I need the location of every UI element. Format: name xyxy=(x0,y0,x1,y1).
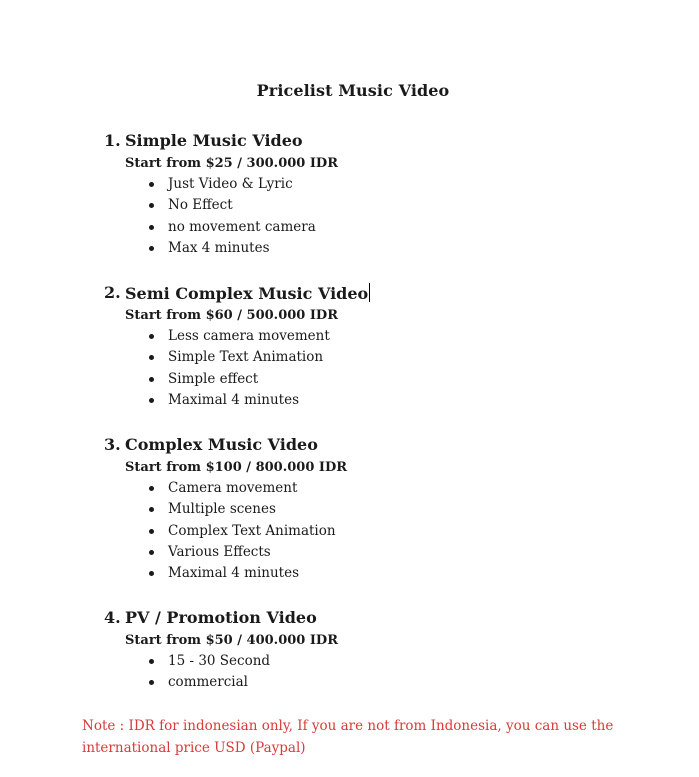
list-item xyxy=(104,521,624,542)
section-number: 1. xyxy=(104,131,121,150)
note-text: Note : IDR for indonesian only, If you are not from Indonesia, you can use the international price USD (Paypal) xyxy=(82,718,614,756)
section-title: Complex Music Video xyxy=(125,435,318,454)
list-item xyxy=(104,217,624,238)
section-number: 2. xyxy=(104,283,121,302)
pricelist-section-semi-complex xyxy=(104,283,624,411)
section-price: Start from $25 / 300.000 IDR xyxy=(125,156,339,171)
list-item xyxy=(104,238,624,259)
list-item xyxy=(104,347,624,368)
list-item-text: Complex Text Animation xyxy=(168,522,336,539)
list-item xyxy=(104,326,624,347)
list-item-text: Multiple scenes xyxy=(168,501,276,518)
bullet-dot-icon xyxy=(149,571,154,576)
list-item xyxy=(104,174,624,195)
bullet-dot-icon xyxy=(149,334,154,339)
pricelist-section-simple xyxy=(104,131,624,259)
text-cursor xyxy=(369,283,370,302)
section-title: Simple Music Video xyxy=(125,131,303,150)
section-heading xyxy=(104,131,624,153)
list-item xyxy=(104,651,624,672)
bullet-dot-icon xyxy=(149,507,154,512)
bullet-dot-icon xyxy=(149,182,154,187)
list-item xyxy=(104,672,624,693)
list-item-text: Max 4 minutes xyxy=(168,239,270,256)
section-title: Semi Complex Music Video xyxy=(125,284,369,303)
section-price: Start from $50 / 400.000 IDR xyxy=(125,633,339,648)
bullet-dot-icon xyxy=(149,550,154,555)
list-item xyxy=(104,563,624,584)
list-item xyxy=(104,369,624,390)
bullet-dot-icon xyxy=(149,246,154,251)
bullet-dot-icon xyxy=(149,225,154,230)
document-title: Pricelist Music Video xyxy=(256,81,450,100)
list-item xyxy=(104,542,624,563)
list-item xyxy=(104,390,624,411)
feature-list xyxy=(104,651,624,694)
list-item-text: no movement camera xyxy=(168,218,316,235)
bullet-dot-icon xyxy=(149,355,154,360)
list-item-text: Simple effect xyxy=(168,370,259,387)
list-item-text: commercial xyxy=(168,674,248,691)
list-item-text: No Effect xyxy=(168,197,233,214)
section-number: 3. xyxy=(104,435,121,454)
section-price: Start from $100 / 800.000 IDR xyxy=(125,460,348,475)
bullet-dot-icon xyxy=(149,659,154,664)
bullet-dot-icon xyxy=(149,203,154,208)
bullet-dot-icon xyxy=(149,398,154,403)
bullet-dot-icon xyxy=(149,529,154,534)
list-item-text: 15 - 30 Second xyxy=(168,653,271,669)
list-item xyxy=(104,478,624,499)
feature-list xyxy=(104,174,624,259)
section-price: Start from $60 / 500.000 IDR xyxy=(125,308,339,323)
pricelist-section-promotion xyxy=(104,608,624,694)
list-item-text: Simple Text Animation xyxy=(168,349,324,366)
list-item-text: Various Effects xyxy=(168,543,271,560)
list-item-text: Less camera movement xyxy=(168,328,330,344)
pricelist-section-complex xyxy=(104,435,624,584)
list-item-text: Maximal 4 minutes xyxy=(168,391,299,408)
section-heading xyxy=(104,435,624,457)
list-item xyxy=(104,499,624,520)
list-item-text: Just Video & Lyric xyxy=(168,176,293,192)
feature-list xyxy=(104,478,624,584)
section-heading xyxy=(104,608,624,630)
list-item-text: Maximal 4 minutes xyxy=(168,565,299,582)
section-title: PV / Promotion Video xyxy=(125,608,317,627)
section-title-editable[interactable] xyxy=(125,283,370,303)
bullet-dot-icon xyxy=(149,486,154,491)
section-heading xyxy=(104,283,624,305)
section-number: 4. xyxy=(104,608,121,627)
list-item-text: Camera movement xyxy=(168,480,298,496)
list-item xyxy=(104,195,624,216)
bullet-dot-icon xyxy=(149,680,154,685)
feature-list xyxy=(104,326,624,411)
bullet-dot-icon xyxy=(149,377,154,382)
